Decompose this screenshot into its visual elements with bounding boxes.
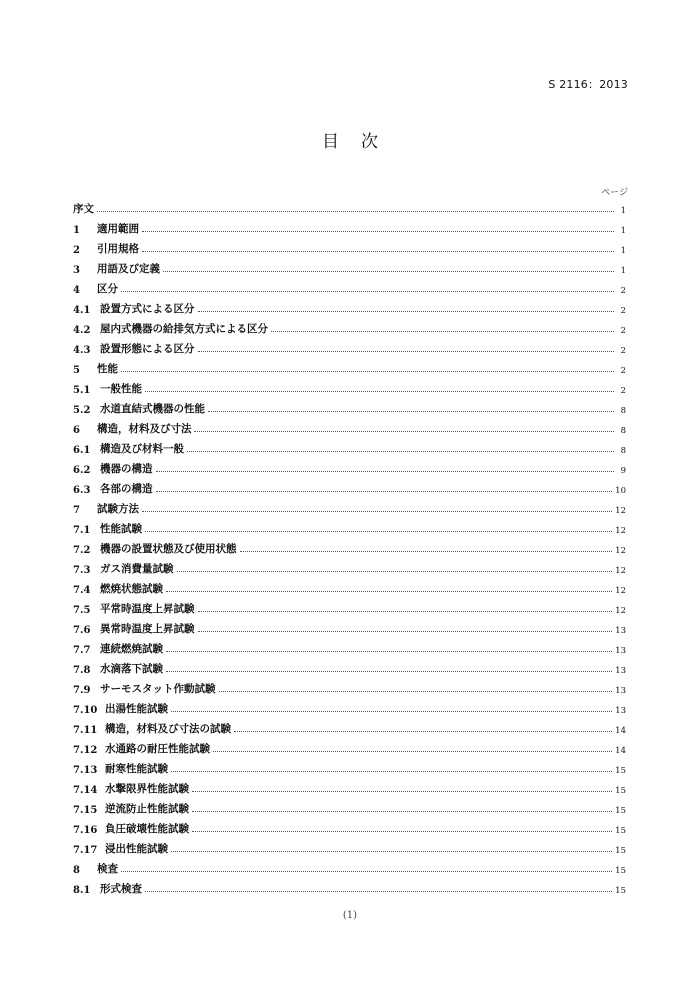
toc-entry-page: 1	[620, 226, 626, 236]
toc-entry-page: 10	[615, 486, 626, 496]
toc-entry[interactable]	[73, 496, 626, 516]
toc-entry-number: 2	[73, 245, 80, 256]
toc-entry-label: 水道直結式機器の性能	[100, 403, 205, 415]
toc-leader-dots	[166, 670, 612, 672]
toc-entry[interactable]	[73, 756, 626, 776]
toc-entry-label: 設置形態による区分	[100, 343, 195, 355]
toc-leader-dots	[171, 710, 612, 712]
toc-entry-number: 4.2	[73, 325, 91, 336]
toc-entry-page: 2	[620, 306, 626, 316]
standard-code: S 2116：2013	[548, 78, 628, 91]
toc-entry-label: 出湯性能試験	[105, 703, 168, 715]
toc-entry-number: 7.1	[73, 525, 91, 536]
toc-entry-number: 4	[73, 285, 80, 296]
toc-entry[interactable]	[73, 416, 626, 436]
toc-entry[interactable]	[73, 556, 626, 576]
toc-entry-page: 13	[615, 626, 626, 636]
toc-entry-label: 性能試験	[100, 523, 142, 535]
toc-entry[interactable]	[73, 796, 626, 816]
page-folio: (1)	[342, 910, 358, 921]
toc-entry[interactable]	[73, 856, 626, 876]
toc-leader-dots	[142, 250, 614, 252]
toc-entry-number: 7.12	[73, 745, 98, 756]
toc-entry-page: 15	[615, 806, 626, 816]
toc-leader-dots	[142, 230, 614, 232]
toc-entry-number: 6.3	[73, 485, 91, 496]
toc-entry-label: 水通路の耐圧性能試験	[105, 743, 210, 755]
toc-entry-page: 13	[615, 646, 626, 656]
toc-entry-page: 1	[620, 266, 626, 276]
toc-entry-page: 2	[620, 346, 626, 356]
toc-entry-page: 15	[615, 866, 626, 876]
toc-leader-dots	[97, 210, 614, 212]
toc-entry-number: 7.9	[73, 685, 91, 696]
toc-entry[interactable]	[73, 696, 626, 716]
toc-entry[interactable]	[73, 396, 626, 416]
toc-entry-page: 14	[615, 746, 626, 756]
toc-leader-dots	[194, 430, 614, 432]
toc-entry[interactable]	[73, 216, 626, 236]
toc-entry-label: 形式検査	[100, 883, 142, 895]
toc-entry[interactable]	[73, 596, 626, 616]
page-column-label: ページ	[601, 188, 628, 198]
toc-leader-dots	[271, 330, 614, 332]
toc-entry-page: 9	[620, 466, 626, 476]
toc-leader-dots	[163, 270, 614, 272]
toc-entry-page: 15	[615, 786, 626, 796]
toc-entry-number: 7.4	[73, 585, 91, 596]
table-of-contents	[73, 196, 626, 896]
toc-entry[interactable]	[73, 256, 626, 276]
toc-leader-dots	[198, 610, 613, 612]
toc-entry-label: 試験方法	[96, 503, 139, 515]
toc-entry-label: 一般性能	[100, 383, 142, 395]
toc-entry[interactable]	[73, 456, 626, 476]
toc-leader-dots	[198, 630, 613, 632]
toc-leader-dots	[145, 890, 612, 892]
toc-leader-dots	[192, 790, 612, 792]
toc-entry-number: 6.2	[73, 465, 91, 476]
toc-entry[interactable]	[73, 516, 626, 536]
toc-entry-page: 13	[615, 686, 626, 696]
toc-entry-label: 屋内式機器の給排気方式による区分	[100, 323, 268, 335]
toc-entry-number: 8	[73, 865, 80, 876]
toc-entry[interactable]	[73, 636, 626, 656]
toc-entry[interactable]	[73, 876, 626, 896]
toc-leader-dots	[219, 690, 613, 692]
toc-entry-number: 4.1	[73, 305, 91, 316]
toc-entry-label: 燃焼状態試験	[100, 583, 163, 595]
toc-entry-label: ガス消費量試験	[100, 563, 174, 575]
toc-entry-page: 13	[615, 666, 626, 676]
toc-entry-number: 7.16	[73, 825, 98, 836]
toc-leader-dots	[234, 730, 612, 732]
toc-leader-dots	[156, 470, 615, 472]
toc-entry[interactable]	[73, 616, 626, 636]
toc-leader-dots	[240, 550, 613, 552]
toc-entry-number: 5.1	[73, 385, 91, 396]
toc-entry-page: 15	[615, 766, 626, 776]
toc-entry-label: 浸出性能試験	[105, 843, 168, 855]
toc-entry-number: 7.6	[73, 625, 91, 636]
toc-entry-number: 5.2	[73, 405, 91, 416]
toc-entry-page: 15	[615, 846, 626, 856]
toc-entry[interactable]	[73, 576, 626, 596]
toc-entry-number: 7.17	[73, 845, 98, 856]
toc-leader-dots	[145, 390, 614, 392]
toc-entry[interactable]	[73, 296, 626, 316]
toc-leader-dots	[208, 410, 614, 412]
toc-leader-dots	[177, 570, 613, 572]
toc-entry[interactable]	[73, 436, 626, 456]
toc-entry-page: 12	[615, 566, 626, 576]
toc-entry-page: 12	[615, 526, 626, 536]
toc-entry-page: 8	[620, 446, 626, 456]
toc-entry-page: 2	[620, 286, 626, 296]
toc-leader-dots	[121, 290, 614, 292]
toc-leader-dots	[187, 450, 614, 452]
toc-leader-dots	[198, 310, 615, 312]
toc-entry-number: 7.11	[73, 725, 98, 736]
toc-entry-label: サーモスタット作動試験	[100, 683, 216, 695]
toc-leader-dots	[142, 510, 612, 512]
toc-entry-number: 6.1	[73, 445, 91, 456]
toc-entry-label: 水滴落下試験	[100, 663, 163, 675]
toc-entry-number: 7.14	[73, 785, 98, 796]
toc-entry-number: 7.7	[73, 645, 91, 656]
toc-leader-dots	[192, 810, 612, 812]
toc-entry-page: 12	[615, 506, 626, 516]
toc-entry-label: 耐寒性能試験	[105, 763, 168, 775]
toc-leader-dots	[156, 490, 613, 492]
toc-leader-dots	[213, 750, 612, 752]
toc-entry-number: 7.13	[73, 765, 98, 776]
toc-entry-number: 7.10	[73, 705, 98, 716]
toc-leader-dots	[171, 850, 612, 852]
toc-entry-label: 構造，材料及び寸法	[96, 423, 192, 435]
toc-entry-number: 6	[73, 425, 80, 436]
toc-entry-number: 3	[73, 265, 80, 276]
toc-entry[interactable]	[73, 276, 626, 296]
toc-entry-label: 平常時温度上昇試験	[100, 603, 195, 615]
toc-entry-number: 7.8	[73, 665, 91, 676]
toc-leader-dots	[166, 590, 612, 592]
toc-entry-page: 2	[620, 326, 626, 336]
toc-entry[interactable]	[73, 716, 626, 736]
toc-entry-label: 負圧破壊性能試験	[105, 823, 189, 835]
toc-entry[interactable]	[73, 736, 626, 756]
toc-entry-label: 引用規格	[96, 243, 139, 255]
toc-entry-page: 8	[620, 426, 626, 436]
toc-entry-label: 適用範囲	[96, 223, 139, 235]
toc-entry[interactable]	[73, 336, 626, 356]
toc-entry-number: 1	[73, 225, 80, 236]
toc-leader-dots	[171, 770, 612, 772]
toc-entry-label: 機器の設置状態及び使用状態	[100, 543, 237, 555]
toc-entry-page: 2	[620, 386, 626, 396]
toc-entry[interactable]	[73, 656, 626, 676]
toc-entry[interactable]	[73, 816, 626, 836]
toc-entry[interactable]	[73, 356, 626, 376]
toc-entry[interactable]	[73, 236, 626, 256]
toc-entry-page: 8	[620, 406, 626, 416]
toc-entry-label: 逆流防止性能試験	[105, 803, 189, 815]
toc-entry-label: 構造及び材料一般	[100, 443, 184, 455]
toc-entry-page: 13	[615, 706, 626, 716]
toc-leader-dots	[145, 530, 612, 532]
toc-leader-dots	[166, 650, 612, 652]
toc-entry-label: 区分	[96, 283, 118, 295]
toc-entry-label: 設置方式による区分	[100, 303, 195, 315]
toc-entry-label: 各部の構造	[100, 483, 153, 495]
toc-entry-number: 7	[73, 505, 80, 516]
toc-entry-page: 1	[620, 206, 626, 216]
toc-entry-label: 序文	[73, 203, 94, 215]
toc-entry-label: 連続燃焼試験	[100, 643, 163, 655]
toc-entry-page: 12	[615, 546, 626, 556]
toc-entry-label: 用語及び定義	[96, 263, 160, 275]
toc-entry[interactable]	[73, 536, 626, 556]
toc-leader-dots	[121, 870, 612, 872]
toc-entry-page: 15	[615, 826, 626, 836]
toc-entry-number: 7.2	[73, 545, 91, 556]
toc-leader-dots	[198, 350, 615, 352]
toc-entry-number: 5	[73, 365, 80, 376]
toc-entry-number: 8.1	[73, 885, 91, 896]
toc-entry[interactable]	[73, 196, 626, 216]
toc-entry-page: 14	[615, 726, 626, 736]
toc-entry-label: 検査	[96, 863, 118, 875]
toc-entry-page: 12	[615, 606, 626, 616]
toc-entry-label: 構造，材料及び寸法の試験	[105, 723, 231, 735]
toc-entry-page: 12	[615, 586, 626, 596]
toc-entry-number: 7.3	[73, 565, 91, 576]
toc-entry[interactable]	[73, 316, 626, 336]
toc-entry[interactable]	[73, 476, 626, 496]
toc-entry-page: 2	[620, 366, 626, 376]
toc-entry[interactable]	[73, 376, 626, 396]
toc-entry[interactable]	[73, 676, 626, 696]
toc-entry[interactable]	[73, 776, 626, 796]
toc-entry-label: 水撃限界性能試験	[105, 783, 189, 795]
toc-entry-label: 機器の構造	[100, 463, 153, 475]
page-title: 目次	[322, 132, 400, 152]
toc-entry-number: 7.15	[73, 805, 98, 816]
toc-entry-label: 性能	[96, 363, 118, 375]
toc-entry-number: 4.3	[73, 345, 91, 356]
toc-leader-dots	[192, 830, 612, 832]
toc-leader-dots	[121, 370, 614, 372]
toc-entry[interactable]	[73, 836, 626, 856]
toc-entry-page: 15	[615, 886, 626, 896]
toc-entry-label: 異常時温度上昇試験	[100, 623, 195, 635]
toc-entry-number: 7.5	[73, 605, 91, 616]
toc-entry-page: 1	[620, 246, 626, 256]
